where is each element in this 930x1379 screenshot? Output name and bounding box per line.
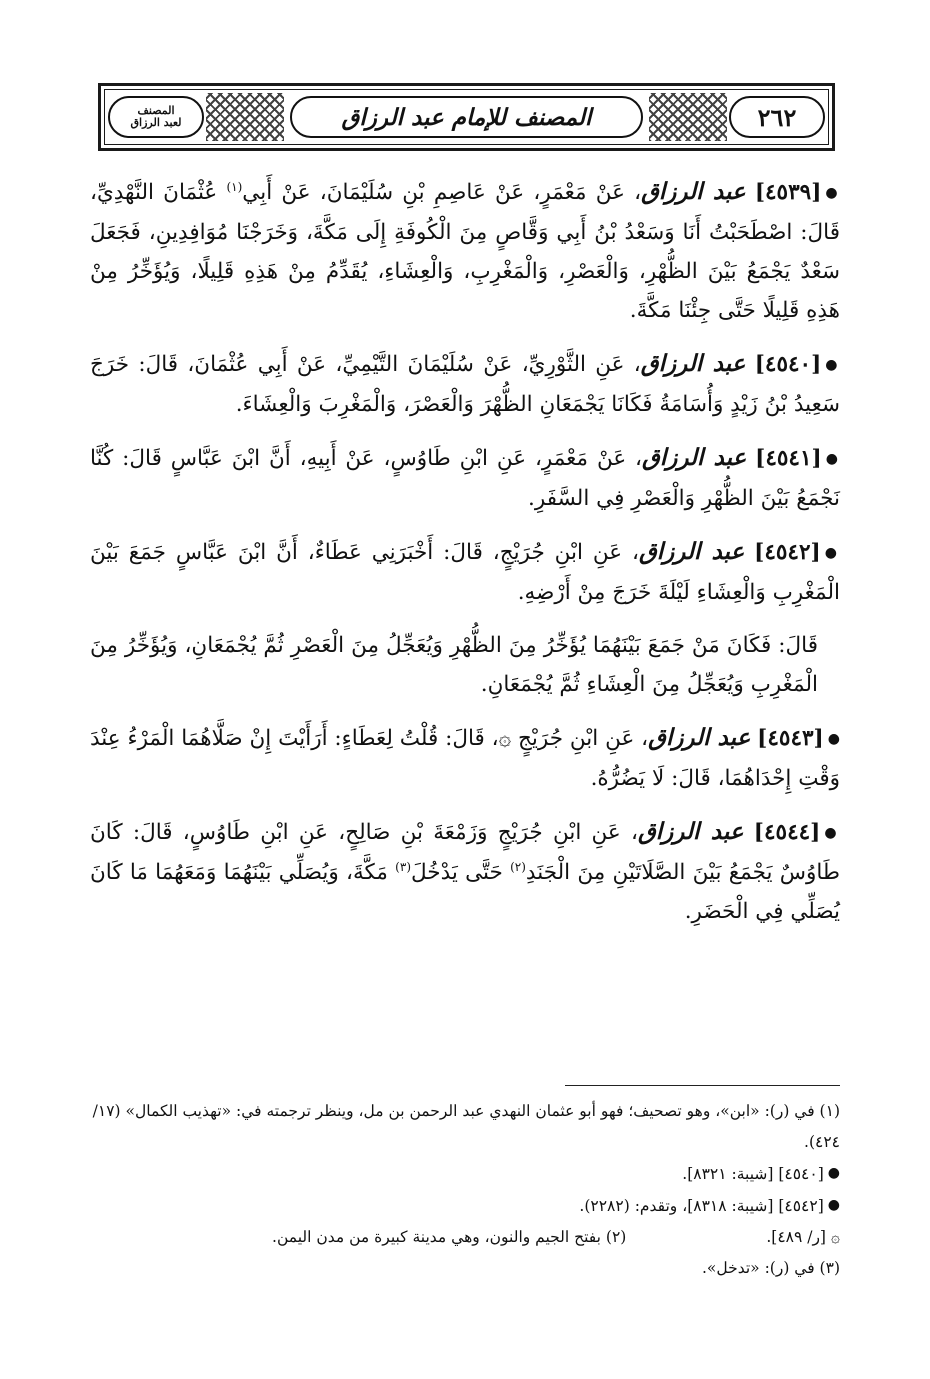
hadith-text: ، عَنْ مَعْمَرٍ، عَنِ ابْنِ طَاوُسٍ، عَنْ أَبِيهِ، أَنَّ ابْنَ عَبَّاسٍ قَالَ: كُنَّا نَجْمَعُ بَيْنَ الظُّهْرِ وَالْعَصْرِ فِي السَّفَرِ. bbox=[90, 446, 840, 511]
hadith-entry-4541 bbox=[90, 438, 840, 518]
hadith-text: ، عَنِ ابْنِ جُرَيْجٍ وَزَمْعَةَ بْنِ صَالِحٍ، عَنِ ابْنِ طَاوُسٍ، قَالَ: كَانَ طَاوُسٌ يَجْمَعُ بَيْنَ الصَّلَاتَيْنِ مِنَ الْجَنَدِ bbox=[90, 820, 841, 885]
footnote-2: (٢) بفتح الجيم والنون، وهي مدينة كبيرة من مدن اليمن. bbox=[272, 1228, 627, 1246]
hadith-source: عبد الرزاق bbox=[641, 178, 746, 205]
hadith-text: عُثْمَانَ النَّهْدِيِّ، قَالَ: اصْطَحَبْتُ أَنَا وَسَعْدُ بْنُ أَبِي وَقَّاصٍ مِنَ الْكُوفَةِ إِلَى مَكَّةَ، وَخَرَجْنَا مُوَافِدِينِ، فَجَعَلَ سَعْدٌ يَجْمَعُ بَيْنَ الظُّهْرِ، وَالْعَصْرِ، وَالْمَغْرِبِ، وَالْعِشَاءِ، يُقَدِّمُ مِنْ هَذِهِ قَلِيلًا، وَيُؤَخِّرُ مِنْ هَذِهِ قَلِيلًا حَتَّى جِئْنَا مَكَّةَ. bbox=[90, 180, 840, 323]
hadith-source: عبد الرزاق bbox=[637, 818, 744, 845]
hadith-entry-4544 bbox=[90, 812, 840, 931]
bullet-icon: ● bbox=[824, 825, 840, 841]
seal-top-text: المصنف bbox=[137, 104, 175, 118]
hadith-number: [٤٥٤٢] bbox=[754, 540, 821, 565]
seal-bottom-text: لعبد الرزاق bbox=[130, 116, 182, 129]
footnote-ref: (٢) bbox=[510, 859, 526, 874]
hadith-body bbox=[90, 172, 840, 945]
footnote-ref: (١) bbox=[226, 179, 243, 194]
hadith-entry-4540 bbox=[90, 344, 840, 424]
hadith-text: حَتَّى يَدْخُلَ bbox=[411, 860, 503, 885]
hadith-continuation: قَالَ: فَكَانَ مَنْ جَمَعَ بَيْنَهُمَا يُؤَخِّرُ مِنَ الظُّهْرِ وَيُعَجِّلُ مِنَ الْعَصْرِ ثُمَّ يُجْمَعَانِ، وَيُؤَخِّرُ مِنَ الْمَغْرِبِ وَيُعَجِّلُ مِنَ الْعِشَاءِ ثُمَّ يُجْمَعَانِ. bbox=[90, 633, 818, 697]
hadith-entry-4542 bbox=[90, 532, 840, 612]
hadith-text: ، عَنِ ابْنِ جُرَيْجٍ ۞، قَالَ: قُلْتُ لِعَطَاءٍ: أَرَأَيْتَ إِنْ صَلَّاهُمَا الْمَرْءُ عِنْدَ وَقْتِ إِحْدَاهُمَا، قَالَ: لَا يَضُرُّهُ. bbox=[90, 726, 840, 791]
page-header bbox=[98, 83, 835, 151]
bullet-icon: ● bbox=[825, 357, 840, 373]
hadith-text: ، عَنِ ابْنِ جُرَيْجٍ، قَالَ: أَخْبَرَنِي عَطَاءٌ، أَنَّ ابْنَ عَبَّاسٍ جَمَعَ بَيْنَ الْمَغْرِبِ وَالْعِشَاءِ لَيْلَةَ خَرَجَ مِنْ أَرْضِهِ. bbox=[90, 540, 840, 605]
footnote-manuscript-ref: ۞ [ر/ ٤٨٩]. bbox=[766, 1228, 840, 1246]
hadith-number: [٤٥٤٤] bbox=[753, 820, 821, 845]
page-number-cartouche bbox=[729, 96, 825, 138]
bullet-icon: ● bbox=[824, 545, 840, 561]
hadith-text: مَكَّةَ، وَيُصَلِّي بَيْنَهُمَا وَمَعَهُمَا مَا كَانَ يُصَلِّي فِي الْحَضَرِ. bbox=[90, 860, 840, 924]
hadith-number: [٤٥٤١] bbox=[755, 446, 822, 471]
footnote-divider bbox=[565, 1085, 840, 1086]
left-ornament-icon bbox=[206, 93, 284, 141]
right-ornament-icon bbox=[649, 93, 727, 141]
hadith-entry-4543 bbox=[90, 718, 840, 798]
hadith-source: عبد الرزاق bbox=[648, 724, 751, 751]
hadith-number: [٤٥٣٩] bbox=[754, 180, 822, 205]
footnote-3: (٣) في (ر): «تدخل». bbox=[701, 1259, 840, 1277]
book-seal bbox=[108, 96, 204, 138]
hadith-entry-4539 bbox=[90, 172, 840, 330]
page-number: ٢٦٢ bbox=[757, 102, 797, 132]
hadith-source: عبد الرزاق bbox=[642, 444, 747, 471]
title-cartouche bbox=[290, 96, 643, 138]
bullet-icon: ● bbox=[825, 185, 840, 201]
bullet-icon: ● bbox=[827, 731, 840, 747]
footnote-row bbox=[90, 1222, 840, 1253]
footnote-4540: ●[٤٥٤٠] [شيبة: ٨٣٢١]. bbox=[682, 1165, 840, 1183]
bullet-icon: ● bbox=[827, 1197, 840, 1213]
hadith-chain: ، عَنْ مَعْمَرٍ، عَنْ عَاصِمِ بْنِ سُلَيْمَانَ، عَنْ أَبِي bbox=[242, 180, 642, 205]
footnote-4542: ●[٤٥٤٢] [شيبة: ٨٣١٨]، وتقدم: (٢٢٨٢). bbox=[579, 1197, 840, 1215]
book-title: المصنف للإمام عبد الرزاق bbox=[341, 103, 592, 131]
hadith-source: عبد الرزاق bbox=[640, 350, 746, 377]
hadith-number: [٤٥٤٠] bbox=[754, 352, 822, 377]
footnotes bbox=[90, 1096, 840, 1284]
hadith-source: عبد الرزاق bbox=[638, 538, 745, 565]
footnote-ref: (٣) bbox=[395, 859, 411, 874]
bullet-icon: ● bbox=[825, 451, 840, 467]
footnote-1: (١) في (ر): «ابن»، وهو تصحيف؛ فهو أبو عثمان النهدي عبد الرحمن بن مل، وينظر ترجمته في: «تهذيب الكمال» (١٧/ ٤٢٤). bbox=[92, 1102, 840, 1151]
hadith-text: ، عَنِ الثَّوْرِيِّ، عَنْ سُلَيْمَانَ التَّيْمِيِّ، عَنْ أَبِي عُثْمَانَ، قَالَ: خَرَجَ سَعِيدُ بْنُ زَيْدٍ وَأُسَامَةُ فَكَانَا يَجْمَعَانِ الظُّهْرَ وَالْعَصْرَ، وَالْمَغْرِبَ وَالْعِشَاءَ. bbox=[90, 352, 840, 417]
bullet-icon: ● bbox=[827, 1165, 840, 1181]
hadith-number: [٤٥٤٣] bbox=[757, 726, 824, 751]
